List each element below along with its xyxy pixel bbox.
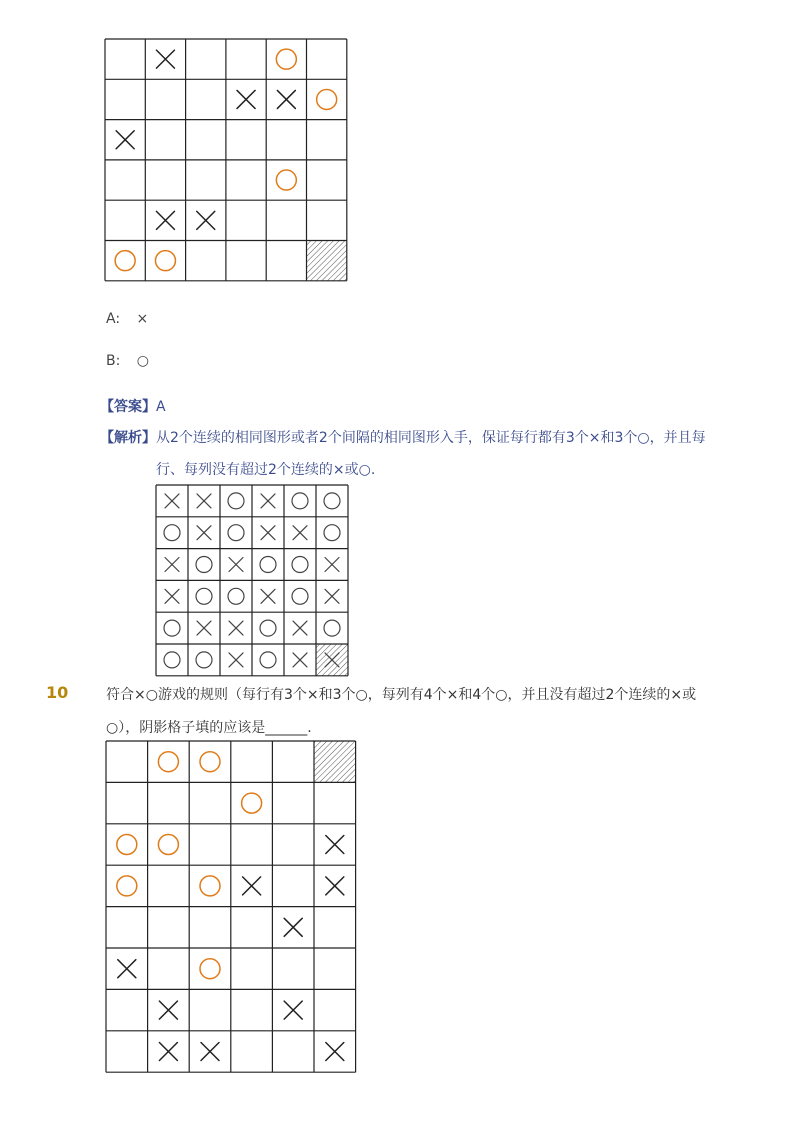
cross-icon bbox=[165, 494, 179, 508]
circle-icon bbox=[228, 525, 244, 541]
circle-icon bbox=[196, 557, 212, 573]
cross-icon bbox=[118, 960, 136, 978]
option-b-symbol: ○ bbox=[136, 353, 149, 369]
circle-icon bbox=[324, 620, 340, 636]
shaded-cell bbox=[307, 241, 347, 281]
cross-icon bbox=[156, 50, 174, 68]
question-number: 10 bbox=[46, 683, 69, 702]
explanation-text-1: 从2个连续的相同图形或者2个间隔的相同图形入手，保证每行都有3个×和3个○，并且每 bbox=[156, 430, 706, 446]
cross-icon bbox=[229, 621, 243, 635]
cross-icon bbox=[197, 621, 211, 635]
cross-icon bbox=[229, 653, 243, 667]
circle-icon bbox=[158, 835, 178, 855]
cross-icon bbox=[156, 211, 174, 229]
cross-icon bbox=[159, 1001, 177, 1019]
answer-value: A bbox=[156, 399, 166, 415]
cross-icon bbox=[284, 918, 302, 936]
answer-line bbox=[100, 396, 166, 416]
cross-icon bbox=[165, 558, 179, 572]
cross-icon bbox=[197, 494, 211, 508]
circle-icon bbox=[324, 525, 340, 541]
circle-icon bbox=[292, 557, 308, 573]
question-text-line-2: ○），阴影格子填的应该是______. bbox=[106, 720, 312, 736]
question-text-line-1: 符合×○游戏的规则（每行有3个×和3个○，每列有4个×和4个○，并且没有超过2个连续的×或 bbox=[106, 687, 697, 703]
circle-icon bbox=[200, 752, 220, 772]
circle-icon bbox=[200, 876, 220, 896]
puzzle-grid-top bbox=[105, 39, 348, 282]
solution-grid bbox=[156, 485, 349, 677]
explanation-label: 【解析】 bbox=[100, 430, 156, 446]
circle-icon bbox=[324, 493, 340, 509]
cross-icon bbox=[116, 131, 134, 149]
option-a[interactable] bbox=[106, 311, 148, 327]
circle-icon bbox=[196, 652, 212, 668]
cross-icon bbox=[159, 1043, 177, 1061]
circle-icon bbox=[276, 49, 296, 69]
cross-icon bbox=[165, 589, 179, 603]
cross-icon bbox=[237, 90, 255, 108]
cross-icon bbox=[261, 526, 275, 540]
cross-icon bbox=[326, 1043, 344, 1061]
circle-icon bbox=[228, 588, 244, 604]
cross-icon bbox=[261, 589, 275, 603]
circle-icon bbox=[317, 89, 337, 109]
cross-icon bbox=[326, 877, 344, 895]
circle-icon bbox=[164, 525, 180, 541]
cross-icon bbox=[293, 526, 307, 540]
cross-icon bbox=[277, 90, 295, 108]
puzzle-grid-q10 bbox=[106, 741, 357, 1074]
cross-icon bbox=[325, 558, 339, 572]
cross-icon bbox=[326, 836, 344, 854]
circle-icon bbox=[292, 493, 308, 509]
cross-icon bbox=[261, 494, 275, 508]
cross-icon bbox=[197, 211, 215, 229]
circle-icon bbox=[260, 652, 276, 668]
grid-lines bbox=[106, 741, 356, 1072]
cross-icon bbox=[293, 653, 307, 667]
cross-icon bbox=[284, 1001, 302, 1019]
shaded-cell bbox=[314, 741, 356, 782]
option-a-symbol: × bbox=[136, 311, 149, 327]
option-b-key: B: bbox=[106, 353, 121, 369]
explanation-line-2: 行、每列没有超过2个连续的×或○. bbox=[156, 462, 376, 478]
cross-icon bbox=[243, 877, 261, 895]
circle-icon bbox=[115, 251, 135, 271]
circle-icon bbox=[228, 493, 244, 509]
circle-icon bbox=[164, 620, 180, 636]
circle-icon bbox=[242, 793, 262, 813]
answer-label: 【答案】 bbox=[100, 399, 156, 415]
circle-icon bbox=[117, 876, 137, 896]
cross-icon bbox=[201, 1043, 219, 1061]
cross-icon bbox=[293, 621, 307, 635]
cross-icon bbox=[325, 589, 339, 603]
circle-icon bbox=[276, 170, 296, 190]
cross-icon bbox=[197, 526, 211, 540]
circle-icon bbox=[196, 588, 212, 604]
circle-icon bbox=[260, 620, 276, 636]
circle-icon bbox=[117, 835, 137, 855]
circle-icon bbox=[200, 959, 220, 979]
explanation-line-1 bbox=[100, 428, 706, 448]
cross-icon bbox=[229, 558, 243, 572]
circle-icon bbox=[260, 557, 276, 573]
option-a-key: A: bbox=[106, 311, 121, 327]
circle-icon bbox=[158, 752, 178, 772]
circle-icon bbox=[164, 652, 180, 668]
circle-icon bbox=[292, 588, 308, 604]
circle-icon bbox=[155, 251, 175, 271]
option-b[interactable] bbox=[106, 353, 149, 369]
